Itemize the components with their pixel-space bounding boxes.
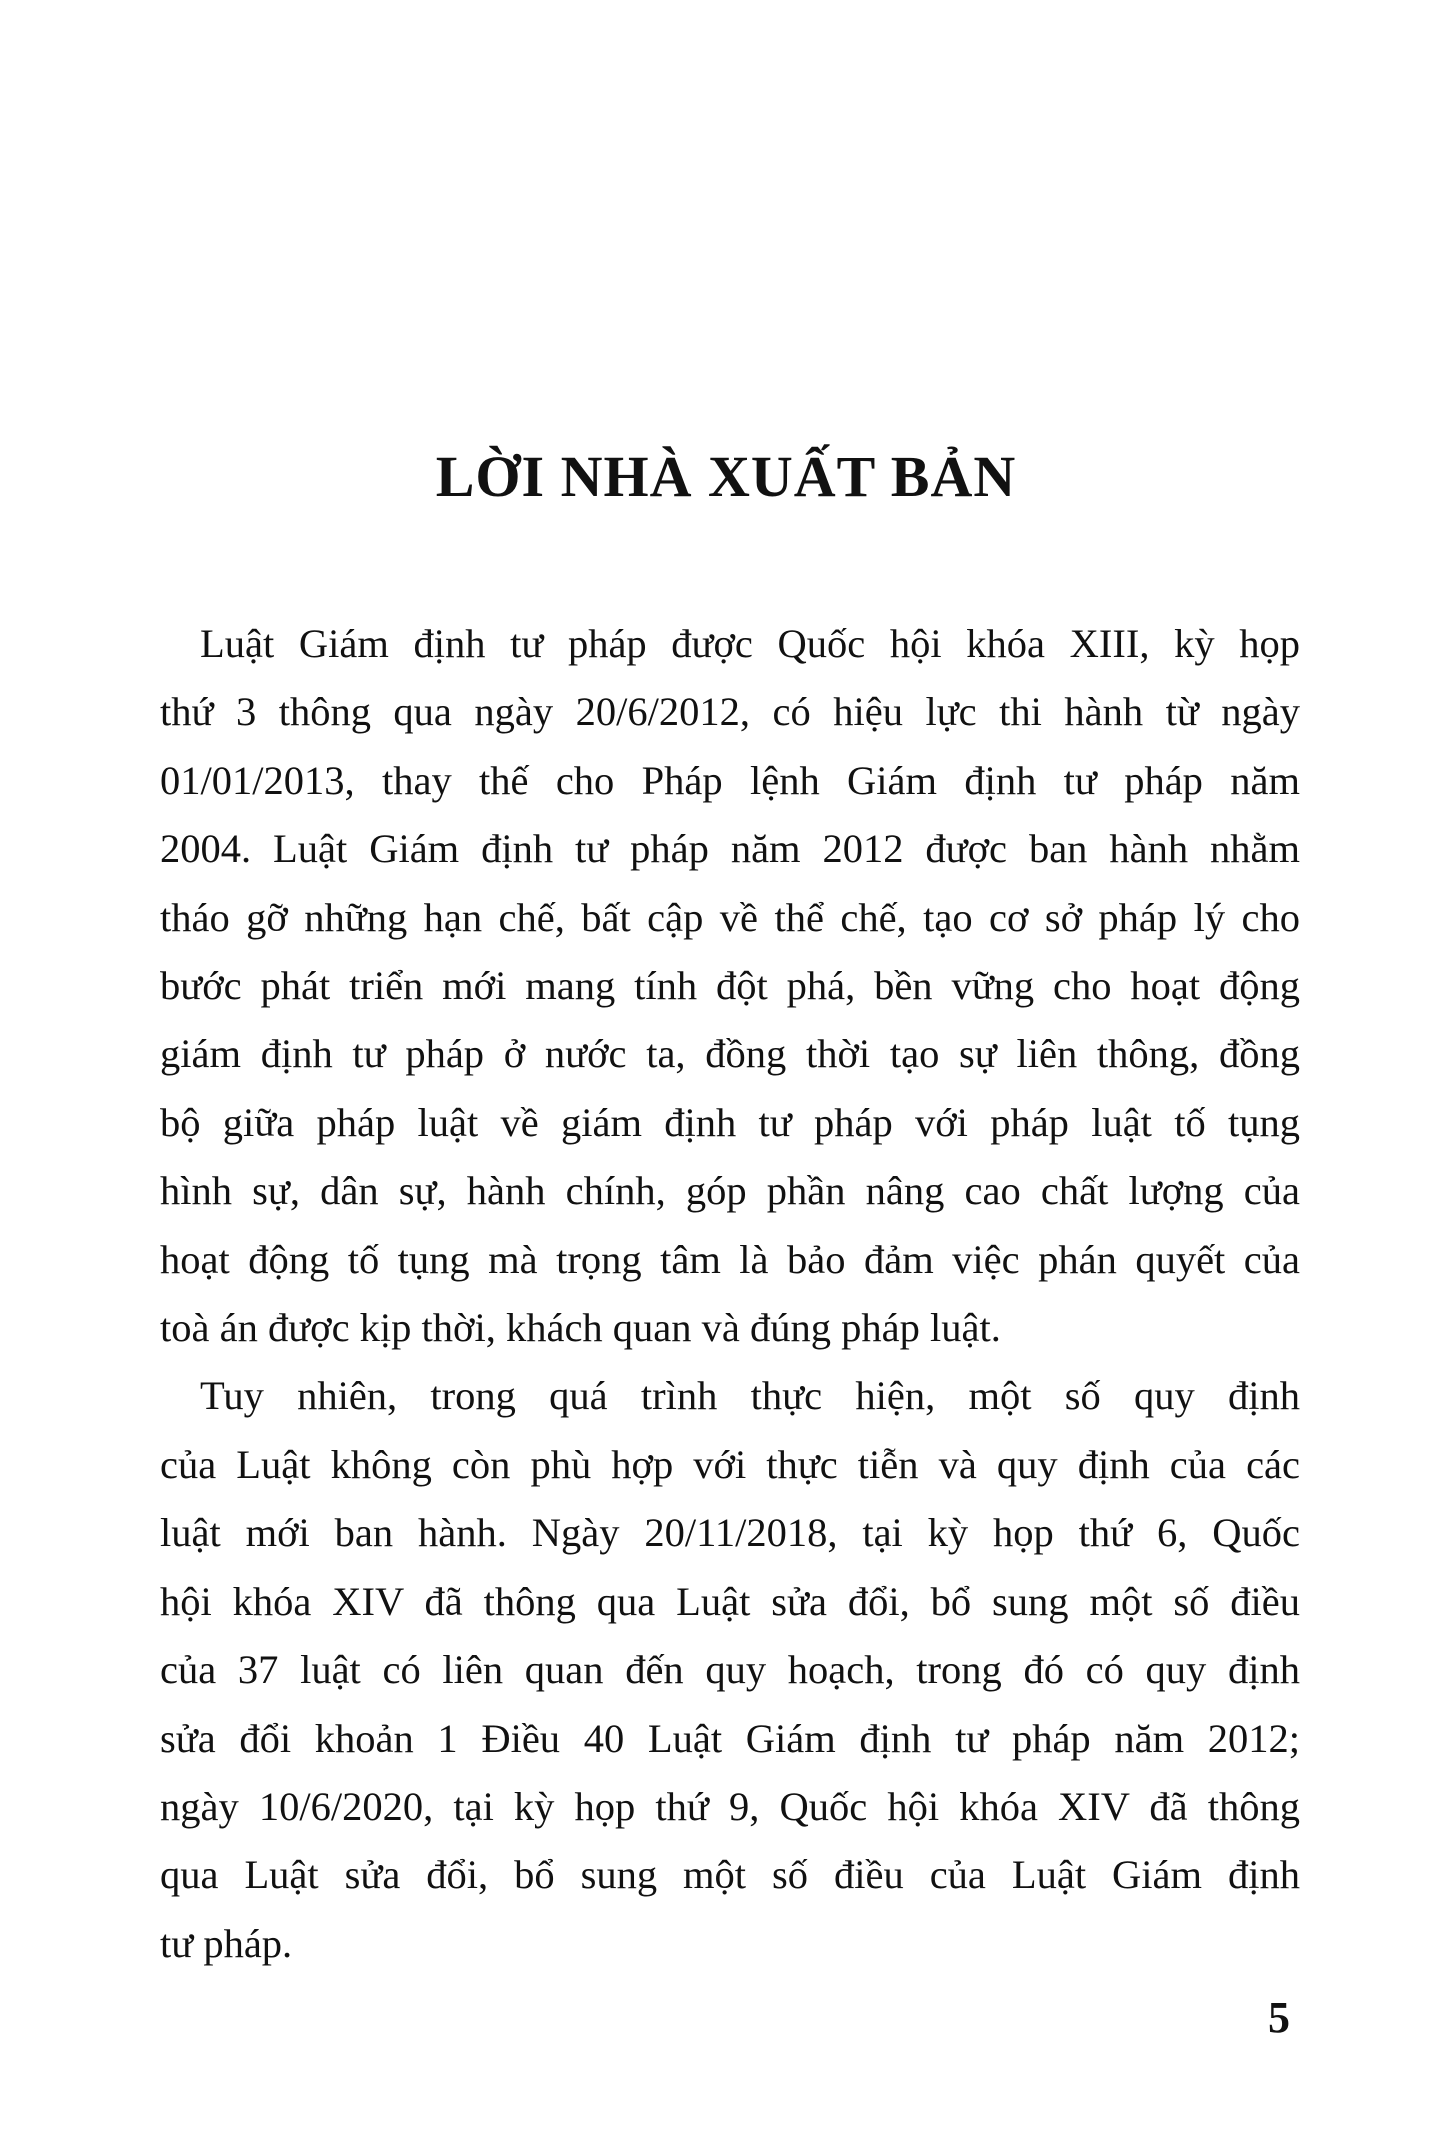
text-line: sửa đổi khoản 1 Điều 40 Luật Giám định tư pháp năm 2012; <box>160 1715 1300 1761</box>
body-text <box>160 610 1300 1978</box>
text-line: tháo gỡ những hạn chế, bất cập về thể chế, tạo cơ sở pháp lý cho <box>160 894 1300 940</box>
text-line: bộ giữa pháp luật về giám định tư pháp với pháp luật tố tụng <box>160 1099 1300 1145</box>
text-line: bước phát triển mới mang tính đột phá, bền vững cho hoạt động <box>160 963 1300 1009</box>
paragraph-1 <box>160 610 1300 1362</box>
text-line: tư pháp. <box>160 1920 293 1966</box>
text-line: toà án được kịp thời, khách quan và đúng pháp luật. <box>160 1305 1001 1351</box>
text-line: của 37 luật có liên quan đến quy hoạch, trong đó có quy định <box>160 1647 1300 1693</box>
page-number: 5 <box>1268 1993 1290 2042</box>
text-line: Luật Giám định tư pháp được Quốc hội khóa XIII, kỳ họp <box>200 621 1300 666</box>
text-line: hoạt động tố tụng mà trọng tâm là bảo đảm việc phán quyết của <box>160 1236 1300 1282</box>
text-line: ngày 10/6/2020, tại kỳ họp thứ 9, Quốc hội khóa XIV đã thông <box>160 1783 1300 1829</box>
text-line: Tuy nhiên, trong quá trình thực hiện, một số quy định <box>200 1373 1300 1419</box>
text-line: của Luật không còn phù hợp với thực tiễn và quy định của các <box>160 1441 1300 1487</box>
text-line: hình sự, dân sự, hành chính, góp phần nâng cao chất lượng của <box>160 1168 1300 1214</box>
text-line: giám định tư pháp ở nước ta, đồng thời tạo sự liên thông, đồng <box>160 1031 1300 1077</box>
text-line: qua Luật sửa đổi, bổ sung một số điều của Luật Giám định <box>160 1852 1300 1898</box>
page-title: LỜI NHÀ XUẤT BẢN <box>435 444 1017 509</box>
text-line: 01/01/2013, thay thế cho Pháp lệnh Giám định tư pháp năm <box>160 757 1300 803</box>
text-line: luật mới ban hành. Ngày 20/11/2018, tại kỳ họp thứ 6, Quốc <box>160 1510 1300 1556</box>
text-line: thứ 3 thông qua ngày 20/6/2012, có hiệu lực thi hành từ ngày <box>160 689 1300 735</box>
paragraph-2 <box>160 1362 1300 1978</box>
text-line: hội khóa XIV đã thông qua Luật sửa đổi, bổ sung một số điều <box>160 1578 1300 1624</box>
text-line: 2004. Luật Giám định tư pháp năm 2012 được ban hành nhằm <box>160 826 1300 872</box>
